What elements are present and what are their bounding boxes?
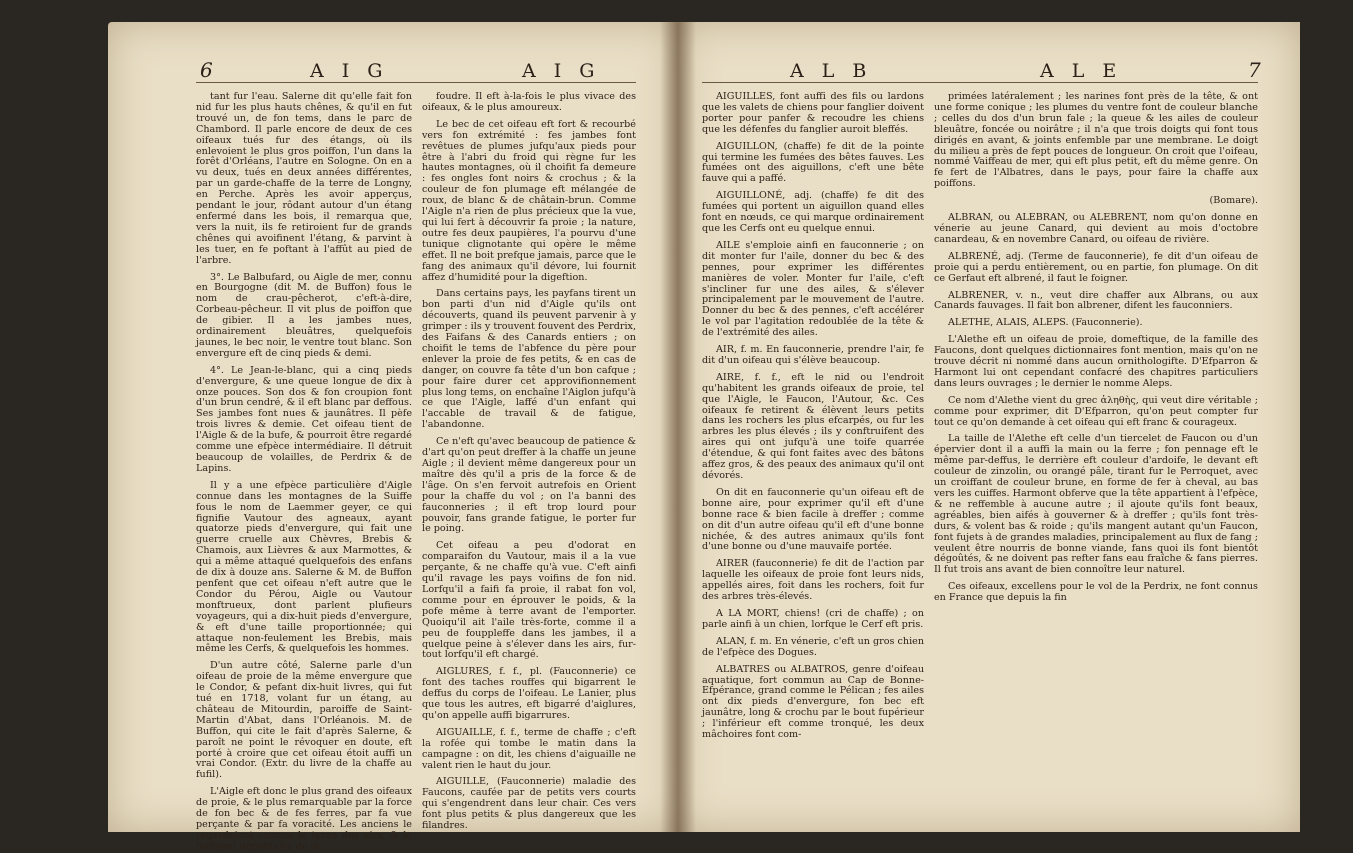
paragraph: tant fur l'eau. Salerne dit qu'elle fait fon nid fur les plus hauts chênes, & qu'il en fut trouvé un, de fon tems, dans le parc de Chambord. Il parle encore de deux de ces oifeaux tués fur des étangs, où ils enlevoient le plus gros poiffon, l'un dans la forêt d'Orléans, l'autre en Sologne. On en a vu deux, tués en deux années différentes, par un garde-chaffe de la terre de Longny, en Perche. Après les avoir apperçus, pendant le jour, rôdant autour d'un étang enfermé dans les bois, il remarqua que, vers la nuit, ils fe retiroient fur de grands chênes qui avoifinent l'étang, & parvint à les tuer, en fe poftant à l'affût au pied de l'arbre. [196,91,412,266]
paragraph: Ce nom d'Alethe vient du grec ἀληθὴς, qui veut dire véritable ; comme pour exprimer, dit D'Efparron, qu'on peut compter fur tout ce qu'on demande à cet oifeau qui eft franc & courageux. [934,394,1258,428]
right-page-number: 7 [1248,58,1261,82]
paragraph: ALAN, f. m. En vénerie, c'eft un gros chien de l'efpèce des Dogues. [702,635,924,658]
paragraph: La taille de l'Alethe eft celle d'un tiercelet de Faucon ou d'un épervier dont il a auffi la main ou la ferre ; fon pennage eft le même par-deffus, le derrière eft couleur d'ardoife, le devant eft couleur de zinzolin, ou orangé pâle, tirant fur le Perroquet, avec un croiffant de couleur brune, en forme de fer à cheval, au bas vers les cuiffes. Harmont obferve que la tête appartient à l'efpèce, & ne reffemble à aucune autre ; il ajoute qu'ils font beaux, agréables, bien aifés à gouverner & à dreffer ; qu'ils font très-durs, & volent bas & roide ; qu'ils mangent autant qu'un Faucon, font fujets à de grandes maladies, principalement au flux de fang ; veulent être nourris de bonne viande, fans quoi ils font bientôt dégoûtés, & ne doivent pas refter fans eau fraîche & fans pierres. Il fut trois ans avant de bien connoître leur naturel. [934,433,1258,576]
paragraph: 3°. Le Balbufard, ou Aigle de mer, connu en Bourgogne (dit M. de Buffon) fous le nom de crau-pêcherot, c'eft-à-dire, Corbeau-pêcheur. Il vit plus de poiffon que de gibier. Il a les jambes nues, ordinairement bleuâtres, quelquefois jaunes, le bec noir, le ventre tout blanc. Son envergure eft de cinq pieds & demi. [196,271,412,359]
paragraph: (Bomare). [1209,195,1258,207]
book-gutter [660,22,696,832]
paragraph: AIRE, f. f., eft le nid ou l'endroit qu'habitent les grands oifeaux de proie, tel que l'Aigle, le Faucon, l'Autour, &c. Ces oifeaux fe retirent & élèvent leurs petits dans les rochers les plus efcarpés, ou fur les arbres les plus élevés ; ils y conftruifent des aires qui ont jufqu'à une toife quarrée d'étendue, & qui font faites avec des bâtons affez gros, & des peaux des animaux qu'il ont dévorés. [702,371,924,481]
paragraph: On dit en fauconnerie qu'un oifeau eft de bonne aire, pour exprimer qu'il eft d'une bonne race & bien facile à dreffer ; comme on dit d'un autre oifeau qu'il eft d'une bonne nichée, & des autres animaux qu'ils font d'une bonne ou d'une mauvaife portée. [702,486,924,553]
left-header-right: A I G [522,60,601,82]
paragraph: A LA MORT, chiens! (cri de chaffe) ; on parle ainfi à un chien, lorfque le Cerf eft pris. [702,607,924,630]
paragraph: AIR, f. m. En fauconnerie, prendre l'air, fe dit d'un oifeau qui s'élève beaucoup. [702,344,924,366]
paragraph: Ce n'eft qu'avec beaucoup de patience & d'art qu'on peut dreffer à la chaffe un jeune Aigle ; il devient même dangereux pour un maître dès qu'il a pris de la force & de l'âge. On s'en fervoit autrefois en Orient pour la chaffe du vol ; on l'a banni des fauconneries ; il eft trop lourd pour pouvoir, fans grande fatigue, le porter fur le poing. [422,436,636,535]
paragraph: AILE s'emploie ainfi en fauconnerie ; on dit monter fur l'aile, donner du bec & des pennes, pour exprimer les différentes manières de voler. Monter fur l'aile, c'eft s'incliner fur une des ailes, & s'élever principalement par le mouvement de l'autre. Donner du bec & des pennes, c'eft accélérer le vol par l'agitation redoublée de la tête & de l'extrémité des ailes. [702,239,924,339]
left-page-column-2 [422,92,636,832]
paragraph: ALBRENER, v. n., veut dire chaffer aux Albrans, ou aux Canards fauvages. Il fait bon albrener, difent les fauconniers. [934,289,1258,312]
paragraph: Il y a une efpèce particulière d'Aigle connue dans les montagnes de la Suiffe fous le nom de Laemmer geyer, ce qui fignifie Vautour des agneaux, ayant quatorze pieds d'envergure, qui fait une guerre cruelle aux Chèvres, Brebis & Chamois, aux Lièvres & aux Marmottes, & qui a même attaqué quelquefois des enfans de dix à douze ans. Salerne & M. de Buffon penfent que cet oifeau n'eft autre que le Condor du Pérou, Aigle ou Vautour monftrueux, dont parlent plufieurs voyageurs, qui a dix-huit pieds d'envergure, & eft d'une taille proportionnée; qui attaque non-feulement les Brebis, mais même les Cerfs, & quelquefois les hommes. [196,479,412,655]
right-page-column-2 [934,92,1258,832]
right-header-rule [702,82,1258,83]
paragraph: AIGLURES, f. f., pl. (Fauconnerie) ce font des taches rouffes qui bigarrent le deffus du corps de l'oifeau. Le Lanier, plus que tous les autres, eft bigarré d'aiglures, qu'on appelle auffi bigarrures. [422,666,636,721]
paragraph: AIGUAILLE, f. f., terme de chaffe ; c'eft la rofée qui tombe le matin dans la campagne : on dit, les chiens d'aiguaille ne valent rien le haut du jour. [422,726,636,771]
paragraph: AIGUILLONÉ, adj. (chaffe) fe dit des fumées qui portent un aiguillon quand elles font en nœuds, ce qui marque ordinairement que les Cerfs ont eu quelque ennui. [702,190,924,234]
left-header-left: A I G [310,60,389,82]
paragraph: Le bec de cet oifeau eft fort & recourbé vers fon extrémité : fes jambes font revêtues de plumes jufqu'aux pieds pour être à l'abri du froid qui règne fur les hautes montagnes, où il choifit fa demeure : fes ongles font noirs & crochus ; & la couleur de fon plumage eft mélangée de roux, de blanc & de châtain-brun. Comme l'Aigle n'a rien de plus précieux que la vue, qui lui fert à découvrir fa proie ; la nature, outre fes deux paupières, l'a pourvu d'une tunique clignotante qui opère le même effet. Il ne boit prefque jamais, parce que le fang des animaux qu'il dévore, lui fournit affez d'humidité pour la digeftion. [422,118,636,283]
paragraph: ALETHE, ALAIS, ALEPS. (Fauconnerie). [948,317,1143,329]
paragraph: D'un autre côté, Salerne parle d'un oifeau de proie de la même envergure que le Condor, & pefant dix-huit livres, qui fut tué en 1718, volant fur un étang, au château de Mitourdin, paroiffe de Saint-Martin d'Abat, dans l'Orléanois. M. de Buffon, qui cite le fait d'après Salerne, & paroît ne point le révoquer en doute, eft porté à croire que cet oifeau étoit auffi un vrai Condor. (Extr. du livre de la chaffe au fufil). [196,660,412,781]
left-page-number: 6 [200,58,213,82]
paragraph: AIGUILLES, font auffi des fils ou lardons que les valets de chiens pour fanglier doivent porter pour panfer & recoudre les chiens que les défenfes du fanglier auroit bleffés. [702,91,924,135]
paragraph: ALBRAN, ou ALEBRAN, ou ALEBRENT, nom qu'on donne en vénerie au jeune Canard, qui devient au mois d'octobre canardeau, & en novembre Canard, ou oifeau de rivière. [934,212,1258,245]
paragraph: Dans certains pays, les payfans tirent un bon parti d'un nid d'Aigle qu'ils ont découverts, quand ils peuvent parvenir à y grimper : ils y trouvent fouvent des Perdrix, des Faifans & des Canards entiers ; on choifit le tems de l'abfence du père pour enlever la proie de fes petits, & en cas de danger, on couvre fa tête d'un bon cafque ; pour faire durer cet approvifionnement plus long tems, on enchaîne l'Aiglon jufqu'à ce que l'Aigle, laffé d'un enfant qui l'accable de travail & de fatigue, l'abandonne. [422,288,636,431]
paragraph: AIRER (fauconnerie) fe dit de l'action par laquelle les oifeaux de proie font leurs nids, appellés aires, foit dans les rochers, foit fur des arbres très-élevés. [702,558,924,603]
paragraph: ALBATRES ou ALBATROS, genre d'oifeau aquatique, fort commun au Cap de Bonne-Efpérance, grand comme le Pélican ; fes ailes ont dix pieds d'envergure, fon bec eft jaunâtre, long & crochu par le bout fupérieur ; l'inférieur eft comme tronqué, les deux mâchoires font com- [702,663,924,741]
paragraph: Ces oifeaux, excellens pour le vol de la Perdrix, ne font connus en France que depuis la fin [934,581,1258,604]
paragraph: AIGUILLE, (Fauconnerie) maladie des Faucons, caufée par de petits vers courts qui s'engendrent dans leur chair. Ces vers font plus petits & plus dangereux que les filandres. [422,776,636,832]
paragraph: 4°. Le Jean-le-blanc, qui a cinq pieds d'envergure, & une queue longue de dix à onze pouces. Son dos & fon croupion font d'un brun cendré, & il eft blanc par deffous. Ses jambes font nues & jaunâtres. Il pèfe trois livres & demie. Cet oifeau tient de l'Aigle & de la bufe, & pourroit être regardé comme une efpèce intermédiaire. Il détruit beaucoup de volailles, de Perdrix & de Lapins. [196,364,412,474]
paragraph: ALBRENÉ, adj. (Terme de fauconnerie), fe dit d'un oifeau de proie qui a perdu entièrement, ou en partie, fon plumage. On dit ce Gerfaut eft albrené, il faut le foigner. [934,250,1258,284]
left-header-rule [196,82,636,83]
right-header-right: A L E [1040,60,1123,82]
paragraph: L'Aigle eft donc le plus grand des oifeaux de proie, & le plus remarquable par la force de fon bec & de fes ferres, par fa vue perçante & par fa voracité. Les anciens le regardoient comme le tyran des airs, & le faifoient dépofitaire de la [196,786,412,852]
paragraph: Cet oifeau a peu d'odorat en comparaifon du Vautour, mais il a la vue perçante, & ne chaffe qu'à vue. C'eft ainfi qu'il ravage les pays voifins de fon nid. Lorfqu'il a faifi fa proie, il rabat fon vol, comme pour en éprouver le poids, & la pofe même à terre avant de l'emporter. Quoiqu'il ait l'aile très-forte, comme il a peu de fouppleffe dans les jambes, il a quelque peine à s'élever dans les airs, fur-tout lorfqu'il eft chargé. [422,540,636,661]
right-page-column-1 [702,92,924,832]
paragraph: L'Alethe eft un oifeau de proie, domeftique, de la famille des Faucons, dont quelques dictionnaires font mention, mais qu'on ne trouve décrit ni nommé dans aucun ornithologifte. D'Efparron & Harmont lui ont cependant confacré des chapitres particuliers dans leurs ouvrages ; le dernier le nomme Aleps. [934,334,1258,389]
paragraph: foudre. Il eft à-la-fois le plus vivace des oifeaux, & le plus amoureux. [422,91,636,113]
paragraph: AIGUILLON, (chaffe) fe dit de la pointe qui termine les fumées des bêtes fauves. Les fumées ont des aiguillons, c'eft une bête fauve qui a paffé. [702,140,924,185]
paragraph: primées latéralement ; les narines font près de la tête, & ont une forme conique ; les plumes du ventre font de couleur blanche ; celles du dos d'un brun fale ; la queue & les ailes de couleur bleuâtre, foncée ou noirâtre ; il n'a que trois doigts qui font tous dirigés en avant, & joints enfemble par une membrane. Le doigt du milieu a près de fept pouces de longueur. On croit que l'oifeau, nommé Vaiffeau de mer, qui eft plus petit, eft du même genre. On fe fert de l'Albatres, dans le pays, pour faire la chaffe aux poiffons. [934,91,1258,190]
left-page-column-1 [196,91,412,852]
right-header-left: A L B [790,60,873,82]
